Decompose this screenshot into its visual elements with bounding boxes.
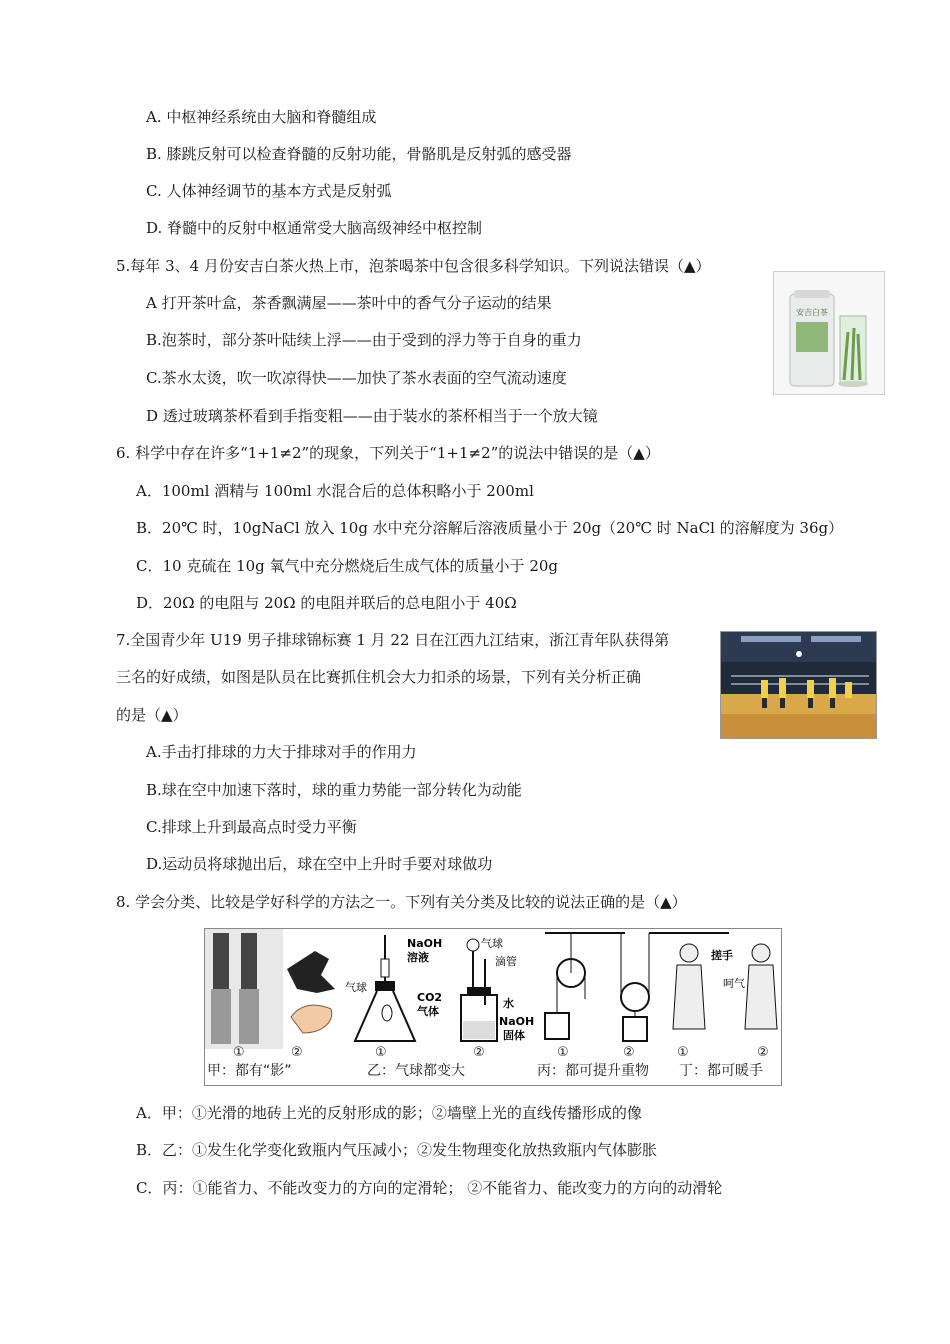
- q6-option-c: C．10 克硫在 10g 氧气中充分燃烧后生成气体的质量小于 20g: [136, 557, 559, 575]
- label-naoh: NaOH: [407, 937, 443, 950]
- q7-option-b: B.球在空中加速下落时，球的重力势能一部分转化为动能: [146, 781, 522, 799]
- q4-option-b: B. 膝跳反射可以检查脊髓的反射功能，骨骼肌是反射弧的感受器: [146, 145, 572, 163]
- q5-option-a: A 打开茶叶盒，茶香飘满屋——茶叶中的香气分子运动的结果: [146, 294, 552, 312]
- q6-option-d: D．20Ω 的电阻与 20Ω 的电阻并联后的总电阻小于 40Ω: [136, 594, 517, 612]
- q8-stem: 8. 学会分类、比较是学好科学的方法之一。下列有关分类及比较的说法正确的是（▲）: [116, 893, 687, 911]
- q6-option-a: A．100ml 酒精与 100ml 水混合后的总体积略小于 200ml: [136, 482, 534, 500]
- label-dropper: 滴管: [495, 955, 517, 968]
- tea-box-text: 安吉白茶: [796, 308, 828, 317]
- q8-option-a: A．甲：①光滑的地砖上光的反射形成的影；②墙壁上光的直线传播形成的像: [136, 1104, 642, 1122]
- figure-number: ②: [757, 1045, 769, 1060]
- label-solid: 固体: [503, 1029, 525, 1042]
- label-breathe: 呵气: [723, 977, 745, 990]
- label-rub-hands: 搓手: [711, 949, 733, 962]
- q4-option-d: D. 脊髓中的反射中枢通常受大脑高级神经中枢控制: [146, 219, 483, 237]
- q7-option-c: C.排球上升到最高点时受力平衡: [146, 818, 357, 836]
- q5-stem: 5.每年 3、4 月份安吉白茶火热上市，泡茶喝茶中包含很多科学知识。下列说法错误（▲）: [116, 257, 711, 275]
- q7-stem-line-1: 7.全国青少年 U19 男子排球锦标赛 1 月 22 日在江西九江结束，浙江青年队获得第: [116, 631, 670, 649]
- figure-number: ②: [623, 1045, 635, 1060]
- label-solution: 溶液: [407, 951, 429, 964]
- q8-option-c: C．丙：①能省力、不能改变力的方向的定滑轮； ②不能省力、能改变力的方向的动滑轮: [136, 1179, 723, 1197]
- label-co2: CO2: [417, 991, 443, 1004]
- q4-option-c: C. 人体神经调节的基本方式是反射弧: [146, 182, 392, 200]
- figure-number: ①: [375, 1045, 387, 1060]
- q8-figure: [204, 928, 782, 1086]
- q7-option-a: A.手击打排球的力大于排球对手的作用力: [146, 743, 417, 761]
- figure-number: ②: [473, 1045, 485, 1060]
- label-balloon-2: 气球: [481, 937, 503, 950]
- panel-label-ding: 丁：都可暖手: [679, 1063, 763, 1079]
- tea-photo: [773, 271, 885, 395]
- panel-label-bing: 丙：都可提升重物: [537, 1063, 649, 1079]
- q6-stem: 6. 科学中存在许多“1+1≠2”的现象，下列关于“1+1≠2”的说法中错误的是（▲）: [116, 444, 660, 462]
- q8-option-b: B．乙：①发生化学变化致瓶内气压减小；②发生物理变化放热致瓶内气体膨胀: [136, 1141, 658, 1159]
- q7-stem-line-3: 的是（▲）: [116, 706, 188, 724]
- label-water: 水: [503, 997, 514, 1010]
- label-co2-gas: 气体: [417, 1005, 439, 1018]
- q5-option-d: D 透过玻璃茶杯看到手指变粗——由于装水的茶杯相当于一个放大镜: [146, 407, 598, 425]
- figure-number: ①: [233, 1045, 245, 1060]
- panel-label-yi: 乙：气球都变大: [367, 1063, 465, 1079]
- panel-label-jia: 甲：都有“影”: [207, 1063, 292, 1079]
- figure-number: ②: [291, 1045, 303, 1060]
- q5-option-b: B.泡茶时，部分茶叶陆续上浮——由于受到的浮力等于自身的重力: [146, 331, 582, 349]
- label-naoh-solid: NaOH: [499, 1015, 535, 1028]
- figure-number: ①: [677, 1045, 689, 1060]
- figure-number: ①: [557, 1045, 569, 1060]
- q5-option-c: C.茶水太烫，吹一吹凉得快——加快了茶水表面的空气流动速度: [146, 369, 567, 387]
- q7-option-d: D.运动员将球抛出后，球在空中上升时手要对球做功: [146, 855, 493, 873]
- label-balloon: 气球: [345, 981, 367, 994]
- q6-option-b: B．20℃ 时，10gNaCl 放入 10g 水中充分溶解后溶液质量小于 20g（20℃ 时 NaCl 的溶解度为 36g）: [136, 519, 844, 537]
- q7-stem-line-2: 三名的好成绩，如图是队员在比赛抓住机会大力扣杀的场景，下列有关分析正确: [116, 668, 642, 686]
- volleyball-photo: [720, 631, 877, 739]
- q4-option-a: A. 中枢神经系统由大脑和脊髓组成: [146, 108, 377, 126]
